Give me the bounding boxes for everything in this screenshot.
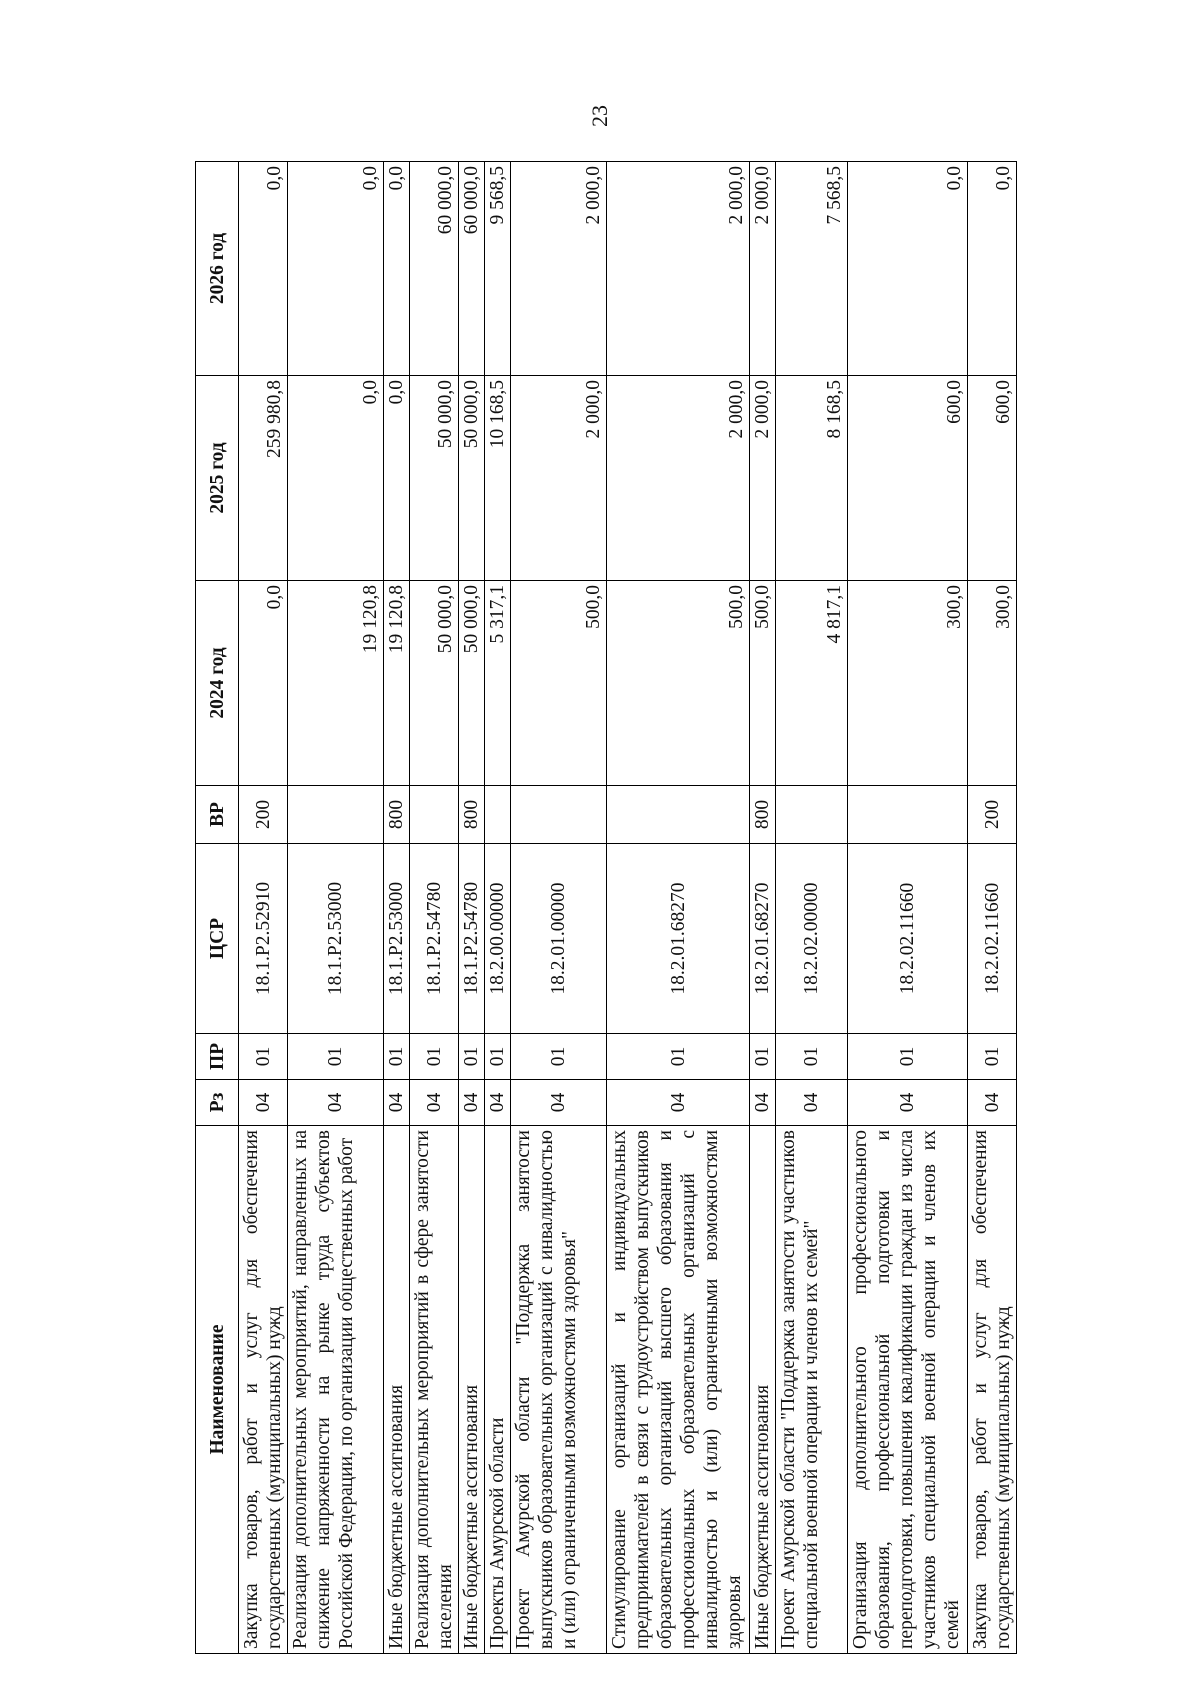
row-vr: [776, 786, 848, 844]
row-2024: 19 120,8: [288, 581, 384, 786]
row-csr: 18.2.02.11660: [968, 844, 1017, 1034]
row-2024: 500,0: [511, 581, 607, 786]
header-vr: ВР: [196, 786, 239, 844]
row-name: Организация дополнительного профессионального образования, профессиональной подготовки и переподготовки, повышения квалификации граждан из числа участников специальной военной операции и членов их семей: [848, 1126, 968, 1654]
row-pr: 01: [848, 1034, 968, 1080]
row-rz: 04: [288, 1080, 384, 1126]
row-vr: 800: [459, 786, 485, 844]
row-2026: 0,0: [848, 162, 968, 376]
budget-table: [195, 161, 1017, 1654]
header-2024: 2024 год: [196, 581, 239, 786]
row-name: Стимулирование организаций и индивидуальных предпринимателей в связи с трудоустройством выпускников образовательных организаций высшего образования и профессиональных образовательных организаций с инвалидностью и (или) ограниченными возможностями здоровья: [607, 1126, 750, 1654]
row-2024: 500,0: [750, 581, 776, 786]
row-2025: 50 000,0: [459, 376, 485, 581]
table-row: [459, 162, 485, 1654]
row-pr: 01: [410, 1034, 459, 1080]
table-row: [968, 162, 1017, 1654]
row-csr: 18.2.01.68270: [750, 844, 776, 1034]
table-row: [776, 162, 848, 1654]
row-2025: 2 000,0: [607, 376, 750, 581]
page-number: 23: [587, 105, 612, 127]
table-row: [485, 162, 511, 1654]
header-name: Наименование: [196, 1126, 239, 1654]
row-pr: 01: [968, 1034, 1017, 1080]
row-2024: 19 120,8: [384, 581, 410, 786]
row-rz: 04: [968, 1080, 1017, 1126]
row-name: Реализация дополнительных мероприятий, направленных на снижение напряженности на рынке труда субъектов Российской Федерации, по организации общественных работ: [288, 1126, 384, 1654]
table-row: [288, 162, 384, 1654]
row-2025: 0,0: [384, 376, 410, 581]
row-name: Проект Амурской области "Поддержка занятости выпускников образовательных организаций с инвалидностью и (или) ограниченными возможностями здоровья": [511, 1126, 607, 1654]
row-name: Иные бюджетные ассигнования: [750, 1126, 776, 1654]
row-2026: 0,0: [384, 162, 410, 376]
header-2025: 2025 год: [196, 376, 239, 581]
row-name: Проект Амурской области "Поддержка занятости участников специальной военной операции и членов их семей": [776, 1126, 848, 1654]
row-2026: 0,0: [288, 162, 384, 376]
header-2026: 2026 год: [196, 162, 239, 376]
row-vr: 200: [968, 786, 1017, 844]
row-vr: [511, 786, 607, 844]
row-rz: 04: [511, 1080, 607, 1126]
row-vr: [848, 786, 968, 844]
budget-table-rotated: [195, 162, 1014, 1654]
table-header: [196, 162, 239, 1654]
row-rz: 04: [848, 1080, 968, 1126]
table-row: [848, 162, 968, 1654]
row-2024: 500,0: [607, 581, 750, 786]
row-name: Закупка товаров, работ и услуг для обеспечения государственных (муниципальных) нужд: [239, 1126, 288, 1654]
table-row: [607, 162, 750, 1654]
row-csr: 18.2.02.00000: [776, 844, 848, 1034]
row-rz: 04: [239, 1080, 288, 1126]
row-vr: [288, 786, 384, 844]
row-rz: 04: [459, 1080, 485, 1126]
row-name: Иные бюджетные ассигнования: [384, 1126, 410, 1654]
table-row: [750, 162, 776, 1654]
row-2025: 2 000,0: [511, 376, 607, 581]
row-rz: 04: [384, 1080, 410, 1126]
table-row: [511, 162, 607, 1654]
row-pr: 01: [607, 1034, 750, 1080]
row-2025: 0,0: [288, 376, 384, 581]
row-2025: 50 000,0: [410, 376, 459, 581]
row-csr: 18.2.02.11660: [848, 844, 968, 1034]
row-pr: 01: [485, 1034, 511, 1080]
row-name: Реализация дополнительных мероприятий в сфере занятости населения: [410, 1126, 459, 1654]
row-rz: 04: [607, 1080, 750, 1126]
row-csr: 18.1.Р2.53000: [384, 844, 410, 1034]
row-rz: 04: [776, 1080, 848, 1126]
row-pr: 01: [384, 1034, 410, 1080]
row-csr: 18.2.01.68270: [607, 844, 750, 1034]
row-2024: 300,0: [848, 581, 968, 786]
row-csr: 18.1.Р2.54780: [459, 844, 485, 1034]
row-pr: 01: [776, 1034, 848, 1080]
row-2025: 259 980,8: [239, 376, 288, 581]
row-2024: 50 000,0: [410, 581, 459, 786]
header-pr: ПР: [196, 1034, 239, 1080]
row-2024: 50 000,0: [459, 581, 485, 786]
row-name: Закупка товаров, работ и услуг для обеспечения государственных (муниципальных) нужд: [968, 1126, 1017, 1654]
row-2026: 2 000,0: [750, 162, 776, 376]
header-csr: ЦСР: [196, 844, 239, 1034]
row-2026: 9 568,5: [485, 162, 511, 376]
row-csr: 18.1.Р2.53000: [288, 844, 384, 1034]
row-name: Иные бюджетные ассигнования: [459, 1126, 485, 1654]
row-2024: 300,0: [968, 581, 1017, 786]
row-csr: 18.2.01.00000: [511, 844, 607, 1034]
row-2026: 0,0: [239, 162, 288, 376]
row-2025: 8 168,5: [776, 376, 848, 581]
row-2026: 7 568,5: [776, 162, 848, 376]
row-2026: 60 000,0: [459, 162, 485, 376]
row-2026: 60 000,0: [410, 162, 459, 376]
row-vr: 200: [239, 786, 288, 844]
row-pr: 01: [459, 1034, 485, 1080]
row-2026: 2 000,0: [511, 162, 607, 376]
row-vr: 800: [750, 786, 776, 844]
row-rz: 04: [485, 1080, 511, 1126]
row-name: Проекты Амурской области: [485, 1126, 511, 1654]
row-2025: 600,0: [968, 376, 1017, 581]
table-row: [384, 162, 410, 1654]
row-csr: 18.1.Р2.52910: [239, 844, 288, 1034]
row-2025: 600,0: [848, 376, 968, 581]
row-2024: 5 317,1: [485, 581, 511, 786]
row-2026: 2 000,0: [607, 162, 750, 376]
table-row: [410, 162, 459, 1654]
row-vr: [485, 786, 511, 844]
row-vr: [607, 786, 750, 844]
row-pr: 01: [239, 1034, 288, 1080]
row-pr: 01: [288, 1034, 384, 1080]
row-pr: 01: [511, 1034, 607, 1080]
row-pr: 01: [750, 1034, 776, 1080]
row-2024: 0,0: [239, 581, 288, 786]
row-vr: 800: [384, 786, 410, 844]
row-2025: 10 168,5: [485, 376, 511, 581]
row-rz: 04: [750, 1080, 776, 1126]
row-2024: 4 817,1: [776, 581, 848, 786]
row-2026: 0,0: [968, 162, 1017, 376]
table-row: [239, 162, 288, 1654]
row-rz: 04: [410, 1080, 459, 1126]
row-csr: 18.2.00.00000: [485, 844, 511, 1034]
header-rz: Рз: [196, 1080, 239, 1126]
row-2025: 2 000,0: [750, 376, 776, 581]
row-csr: 18.1.Р2.54780: [410, 844, 459, 1034]
row-vr: [410, 786, 459, 844]
page-number-area: [0, 86, 1200, 146]
